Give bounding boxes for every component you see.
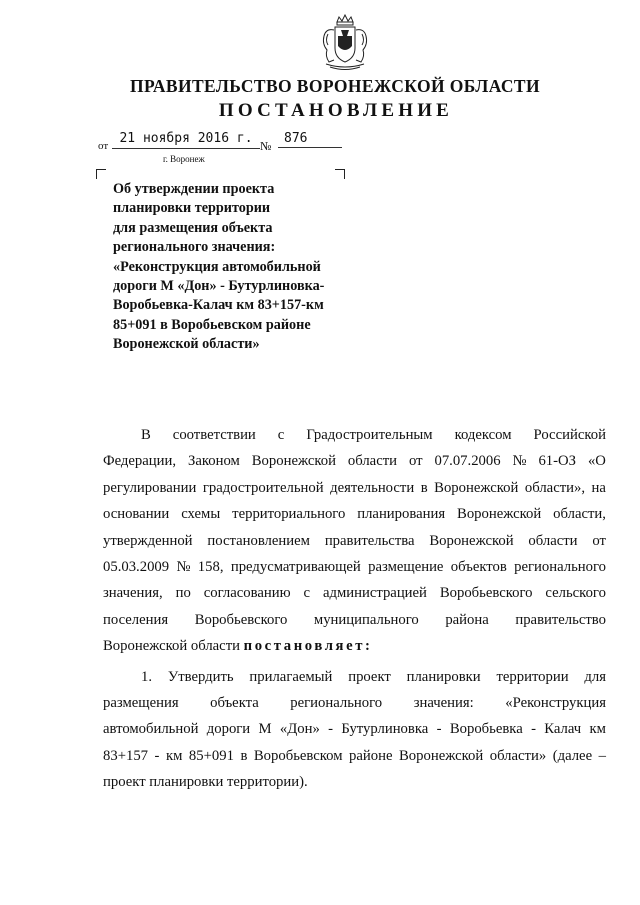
body-word: градостроительной [202,479,324,496]
decree-subject [113,180,353,355]
body-word: Российской [533,427,606,443]
body-word: прилагаемый [249,668,333,685]
body-word: «Реконструкция [505,695,606,712]
body-word: Воробьевского [439,585,533,602]
body-word: 61-ОЗ [538,453,576,470]
body-paragraph-1-lines [103,448,606,633]
body-paragraph-1-first-line [103,422,606,448]
body-word: км [165,747,183,764]
body-word: деятельности [330,479,415,496]
body-word: 85+091 [188,747,234,764]
body-word: территориального [232,506,346,523]
issue-city: г. Воронеж [163,154,205,164]
body-word: основании [103,506,170,523]
body-word: района [445,611,489,628]
body-line [103,554,606,580]
body-word: сельского [545,585,606,602]
body-word: 1. [141,668,153,685]
resolves-keyword: постановляет: [243,638,373,655]
body-word: в [240,747,248,764]
body-word: в [420,479,428,496]
date-from-label: от [98,140,109,152]
subject-bracket-left [96,169,106,179]
subject-line: Об утверждении проекта [113,181,275,197]
body-word: Воробьевского [194,611,288,628]
body-word: объекта [210,695,259,712]
body-word: области» [489,747,547,764]
body-word: Воронежской [429,532,514,549]
body-word: кодексом [454,427,512,443]
body-word: согласованию [203,585,291,602]
body-word: муниципального [313,611,419,628]
body-line [103,664,606,690]
body-word: «Дон» [279,721,320,738]
body-word: объектов [450,559,507,576]
body-word: автомобильной [103,721,199,738]
body-word: значения: [413,695,474,712]
body-word: поселения [103,611,169,628]
voronezh-coat-of-arms-icon [318,14,372,72]
body-word: области [528,532,578,549]
subject-line: Воронежской области» [113,336,260,353]
body-word: дороги [206,721,251,738]
document-type-heading: ПОСТАНОВЛЕНИЕ [218,100,454,121]
body-word: от [592,532,606,549]
decree-date-field: 21 ноября 2016 г. [112,132,260,149]
body-word: «О [587,453,606,470]
body-word: 07.07.2006 [434,453,501,470]
body-word: В [141,427,151,443]
body-word: территории [496,668,569,685]
body-word: - [436,721,442,738]
body-word: для [584,668,606,685]
body-line [103,580,606,606]
body-word: - [328,721,334,738]
body-word: км [589,721,606,738]
body-word: предусматривающей [230,559,361,576]
subject-line: 85+091 в Воробьевском районе [113,316,311,333]
body-word: утвержденной [103,532,193,549]
body-word: области», [524,479,586,496]
body-word: проект [348,668,391,685]
body-word: Бутурлиновка [341,721,429,738]
body-line [103,475,606,501]
body-line [103,448,606,474]
body-word: схемы [181,506,221,523]
body-word: правительства [324,532,415,549]
body-word: соответствии [172,427,256,443]
body-word: регионального [514,559,606,576]
subject-line: для размещения объекта [113,219,273,236]
body-line [103,528,606,554]
body-word: планирования [357,506,446,523]
body-word: Воробьевка [449,721,523,738]
body-word: 05.03.2009 [103,559,170,576]
body-word: правительство [515,611,606,628]
body-line [103,501,606,527]
body-word: области [347,453,398,470]
body-word: Воронежской [457,506,542,523]
body-word: 158, [197,559,224,576]
body-line [103,743,606,769]
body-word: регионального [290,695,383,712]
body-word: № [512,453,527,470]
decree-number-field: 876 [278,132,342,148]
body-line [103,690,606,716]
body-word: постановлением [207,532,310,549]
body-text-prefix: Воронежской области [103,638,244,655]
registration-line [98,132,358,154]
body-word: - [154,747,160,764]
body-paragraph-2-last-line: проект планировки территории). [103,774,308,791]
body-word: Воробьевском [253,747,343,764]
body-word: области, [553,506,606,523]
decree-body [103,422,606,796]
body-word: на [591,479,606,496]
subject-line: «Реконструкция автомобильной [113,258,321,275]
body-word: № [176,559,191,576]
subject-line: Воробьевка-Калач км 83+157-км [113,297,324,314]
body-word: планировки [406,668,481,685]
body-word: размещение [368,559,444,576]
body-word: (далее [552,747,593,764]
body-paragraph-1-last-line [103,633,606,659]
subject-line: дороги М «Дон» - Бутурлиновка- [113,278,325,295]
body-paragraph-2-lines [103,664,606,770]
body-word: Воронежской [399,747,484,764]
body-word: от [408,453,423,470]
subject-line: регионального значения: [113,239,276,256]
body-word: районе [349,747,393,764]
body-word: Калач [544,721,582,738]
number-label: № [260,139,272,153]
body-word: – [598,747,606,764]
body-word: Законом [187,453,240,470]
body-word: с [303,585,311,602]
body-word: размещения [103,695,179,712]
body-line [103,716,606,742]
body-word: Утвердить [167,668,234,685]
subject-bracket-right [335,169,345,179]
body-word: администрацией [322,585,427,602]
body-word: Градостроительным [306,427,433,443]
body-word: 83+157 [103,747,149,764]
body-word: регулировании [103,479,197,496]
body-word: - [531,721,536,738]
body-word: М [258,721,272,738]
body-word: с [277,427,285,443]
government-title: ПРАВИТЕЛЬСТВО ВОРОНЕЖСКОЙ ОБЛАСТИ [129,76,541,96]
body-word: Воронежской [434,479,519,496]
body-word: Федерации, [103,453,177,470]
body-word: значения, [103,585,163,602]
body-line [103,607,606,633]
body-word: по [175,585,191,602]
body-word: Воронежской [251,453,336,470]
subject-line: планировки территории [113,200,271,217]
